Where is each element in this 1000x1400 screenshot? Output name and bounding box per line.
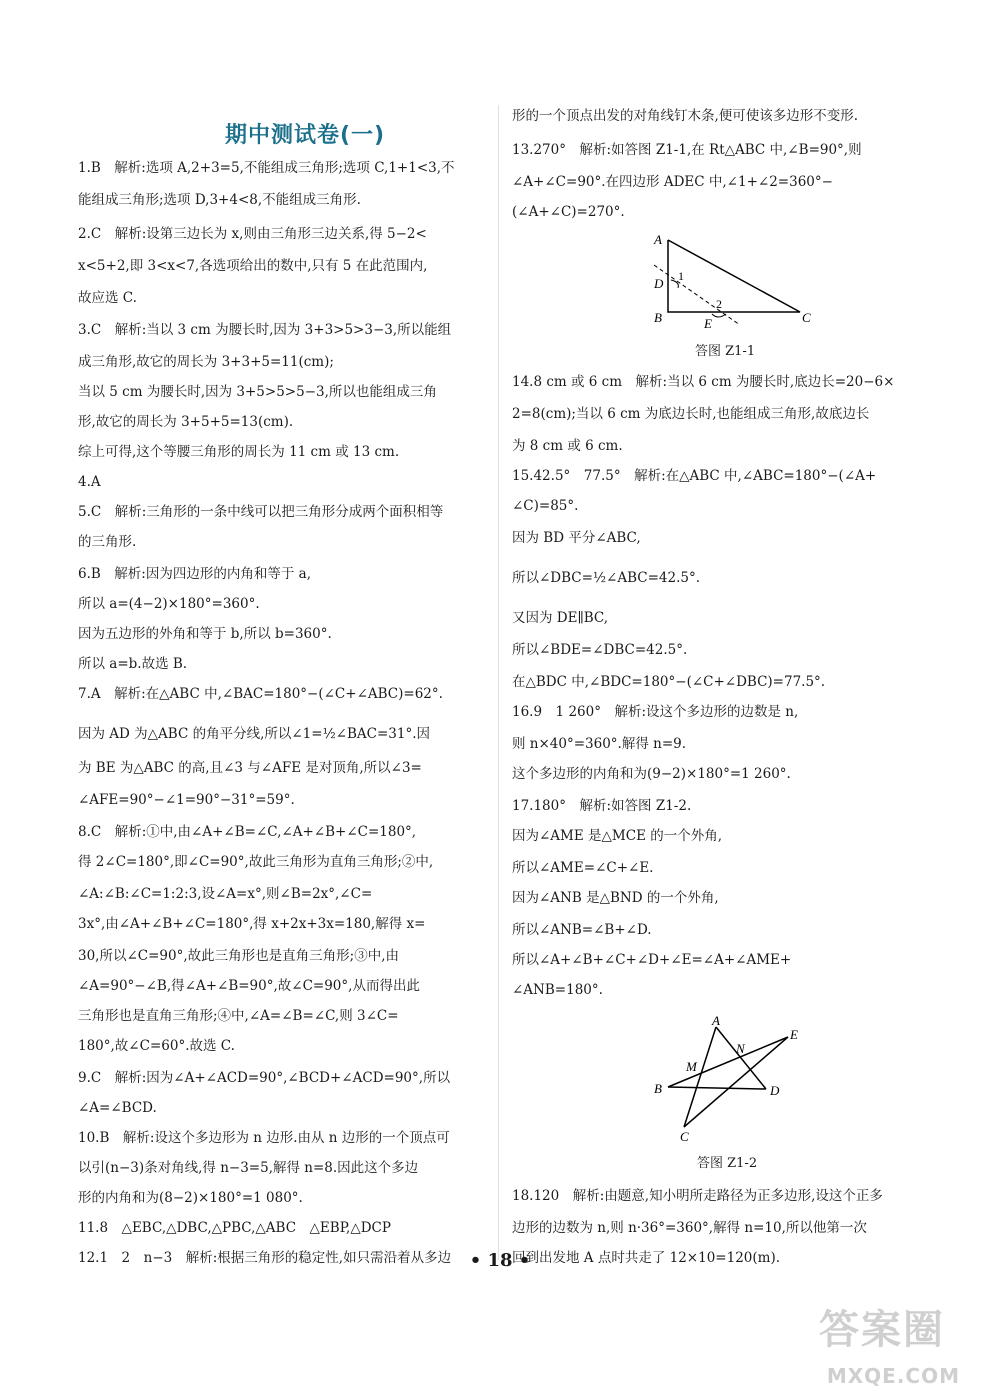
right-line: 17.180° 解析:如答图 Z1-2.	[512, 798, 692, 814]
figure-z1-2	[650, 1015, 820, 1145]
left-line: 三角形也是直角三角形;④中,∠A=∠B=∠C,则 3∠C=	[78, 1008, 399, 1024]
fig2-label-N: N	[736, 1041, 745, 1056]
left-line: 11.8 △EBC,△DBC,△PBC,△ABC △EBP,△DCP	[78, 1220, 391, 1236]
page-number: • 18 •	[469, 1250, 531, 1271]
right-line: 为 8 cm 或 6 cm.	[512, 438, 623, 454]
watermark-url: MXQE.COM	[826, 1364, 960, 1388]
fig2-label-M: M	[686, 1059, 697, 1074]
fig2-label-E: E	[790, 1027, 798, 1042]
fig2-label-D: D	[770, 1083, 780, 1098]
right-line: 因为∠AME 是△MCE 的一个外角,	[512, 828, 723, 844]
fig2-label-C: C	[680, 1129, 689, 1144]
right-line: 14.8 cm 或 6 cm 解析:当以 6 cm 为腰长时,底边长=20−6×	[512, 374, 895, 390]
right-line: 所以∠BDE=∠DBC=42.5°.	[512, 642, 688, 658]
fig2-label-B: B	[654, 1081, 662, 1096]
fig1-angle-2: 2	[716, 297, 722, 311]
right-line: 13.270° 解析:如答图 Z1-1,在 Rt△ABC 中,∠B=90°,则	[512, 142, 862, 158]
watermark-logo: 答案圈	[819, 1307, 945, 1353]
left-line: 形,故它的周长为 3+5+5=13(cm).	[78, 414, 294, 430]
left-line: 因为 AD 为△ABC 的角平分线,所以∠1=½∠BAC=31°.因	[78, 726, 431, 742]
left-line: 所以 a=b.故选 B.	[78, 656, 188, 672]
left-line: 3x°,由∠A+∠B+∠C=180°,得 x+2x+3x=180,解得 x=	[78, 916, 426, 932]
fig1-label-D: D	[654, 276, 664, 291]
left-line: 以引(n−3)条对角线,得 n−3=5,解得 n=8.因此这个多边	[78, 1160, 419, 1176]
left-line: 成三角形,故它的周长为 3+3+5=11(cm);	[78, 354, 334, 370]
fig1-label-E: E	[704, 316, 712, 331]
left-line: 8.C 解析:①中,由∠A+∠B=∠C,∠A+∠B+∠C=180°,	[78, 824, 417, 840]
left-line: 当以 5 cm 为腰长时,因为 3+5>5>5−3,所以也能组成三角	[78, 384, 437, 400]
right-line: (∠A+∠C)=270°.	[512, 204, 625, 220]
right-line: ∠C)=85°.	[512, 498, 579, 514]
left-line: 为 BE 为△ABC 的高,且∠3 与∠AFE 是对顶角,所以∠3=	[78, 760, 422, 776]
right-line: 15.42.5° 77.5° 解析:在△ABC 中,∠ABC=180°−(∠A+	[512, 468, 877, 484]
left-line: 能组成三角形;选项 D,3+4<8,不能组成三角形.	[78, 192, 361, 208]
right-line: ∠A+∠C=90°.在四边形 ADEC 中,∠1+∠2=360°−	[512, 174, 833, 190]
right-line: 所以∠AME=∠C+∠E.	[512, 860, 654, 876]
left-line: 3.C 解析:当以 3 cm 为腰长时,因为 3+3>5>3−3,所以能组	[78, 322, 452, 338]
fig1-label-B: B	[654, 310, 662, 325]
figure-z1-2-caption: 答图 Z1-2	[697, 1156, 758, 1171]
right-line: 则 n×40°=360°.解得 n=9.	[512, 736, 687, 752]
left-line: ∠A:∠B:∠C=1:2:3,设∠A=x°,则∠B=2x°,∠C=	[78, 886, 373, 902]
left-line: 1.B 解析:选项 A,2+3=5,不能组成三角形;选项 C,1+1<3,不	[78, 160, 455, 176]
right-line: 16.9 1 260° 解析:设这个多边形的边数是 n,	[512, 704, 799, 720]
left-line: 故应选 C.	[78, 290, 137, 306]
right-line: 这个多边形的内角和为(9−2)×180°=1 260°.	[512, 766, 791, 782]
left-line: ∠A=∠BCD.	[78, 1100, 157, 1116]
left-line: 6.B 解析:因为四边形的内角和等于 a,	[78, 566, 311, 582]
left-line: 所以 a=(4−2)×180°=360°.	[78, 596, 260, 612]
left-line: 综上可得,这个等腰三角形的周长为 11 cm 或 13 cm.	[78, 444, 400, 460]
right-line: 边形的边数为 n,则 n·36°=360°,解得 n=10,所以他第一次	[512, 1220, 867, 1236]
figure-z1-1-caption: 答图 Z1-1	[695, 344, 756, 359]
left-line: 4.A	[78, 474, 101, 490]
left-line: 的三角形.	[78, 534, 137, 550]
right-line: 2=8(cm);当以 6 cm 为底边长时,也能组成三角形,故底边长	[512, 406, 870, 422]
left-line: 7.A 解析:在△ABC 中,∠BAC=180°−(∠C+∠ABC)=62°.	[78, 686, 443, 702]
left-line: 9.C 解析:因为∠A+∠ACD=90°,∠BCD+∠ACD=90°,所以	[78, 1070, 451, 1086]
right-line: ∠ANB=180°.	[512, 982, 603, 998]
right-line: 又因为 DE∥BC,	[512, 610, 609, 626]
left-line: 30,所以∠C=90°,故此三角形也是直角三角形;③中,由	[78, 948, 399, 964]
right-line: 在△BDC 中,∠BDC=180°−(∠C+∠DBC)=77.5°.	[512, 674, 826, 690]
left-line: 5.C 解析:三角形的一条中线可以把三角形分成两个面积相等	[78, 504, 444, 520]
left-line: x<5+2,即 3<x<7,各选项给出的数中,只有 5 在此范围内,	[78, 258, 428, 274]
right-line: 18.120 解析:由题意,知小明所走路径为正多边形,设这个正多	[512, 1188, 883, 1204]
left-line: 得 2∠C=180°,即∠C=90°,故此三角形为直角三角形;②中,	[78, 854, 434, 870]
right-line: 因为∠ANB 是△BND 的一个外角,	[512, 890, 719, 906]
fig2-label-A: A	[712, 1015, 720, 1028]
right-line: 形的一个顶点出发的对角线钉木条,便可使该多边形不变形.	[512, 108, 859, 124]
left-line: 180°,故∠C=60°.故选 C.	[78, 1038, 235, 1054]
left-line: 因为五边形的外角和等于 b,所以 b=360°.	[78, 626, 332, 642]
column-divider	[498, 105, 499, 1260]
page-title: 期中测试卷(一)	[224, 123, 386, 148]
right-line: 所以∠A+∠B+∠C+∠D+∠E=∠A+∠AME+	[512, 952, 792, 968]
right-line: 因为 BD 平分∠ABC,	[512, 530, 641, 546]
fig1-angle-1: 1	[678, 269, 684, 283]
left-line: 2.C 解析:设第三边长为 x,则由三角形三边关系,得 5−2<	[78, 226, 427, 242]
right-line: 回到出发地 A 点时共走了 12×10=120(m).	[512, 1250, 780, 1266]
fig1-label-C: C	[802, 310, 811, 325]
right-line: 所以∠DBC=½∠ABC=42.5°.	[512, 570, 701, 586]
left-line: ∠A=90°−∠B,得∠A+∠B=90°,故∠C=90°,从而得出此	[78, 978, 420, 994]
right-line: 所以∠ANB=∠B+∠D.	[512, 922, 652, 938]
fig1-label-A: A	[654, 232, 662, 247]
left-line: 10.B 解析:设这个多边形为 n 边形.由从 n 边形的一个顶点可	[78, 1130, 450, 1146]
figure-z1-1	[640, 230, 820, 340]
left-line: 形的内角和为(8−2)×180°=1 080°.	[78, 1190, 303, 1206]
left-line: 12.1 2 n−3 解析:根据三角形的稳定性,如只需沿着从多边	[78, 1250, 452, 1266]
left-line: ∠AFE=90°−∠1=90°−31°=59°.	[78, 792, 295, 808]
